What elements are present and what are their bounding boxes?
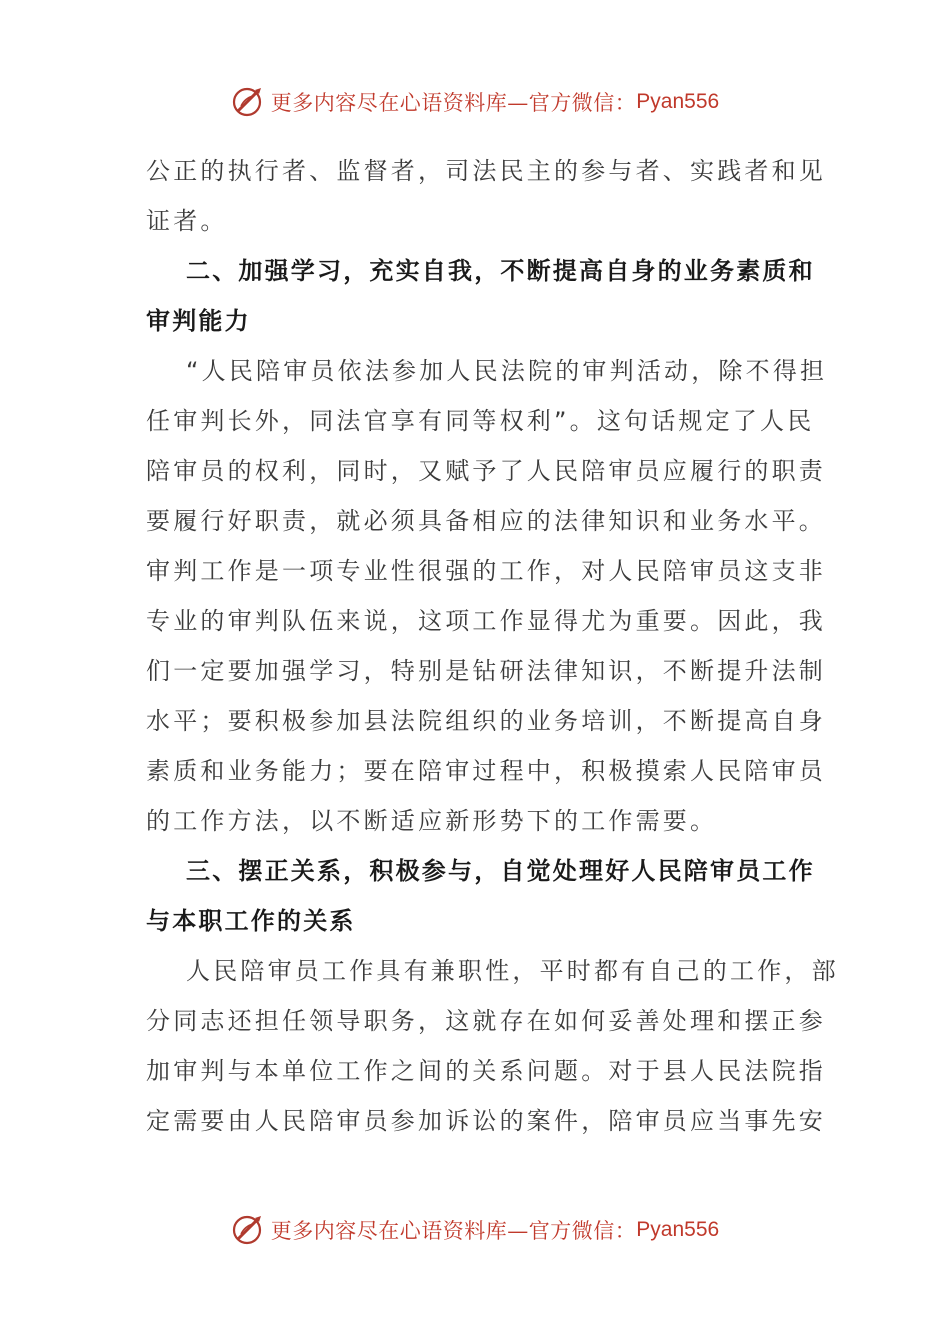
footer-watermark-banner — [0, 1210, 950, 1250]
document-body — [146, 146, 839, 1146]
text-line: 分同志还担任领导职务，这就存在如何妥善处理和摆正参 — [146, 1007, 826, 1035]
text-line: 的工作方法，以不断适应新形势下的工作需要。 — [146, 807, 718, 835]
banner-wechat-id: Pyan556 — [636, 90, 720, 113]
text-line: 证者。 — [146, 207, 228, 235]
banner-text: 更多内容尽在心语资料库—官方微信： — [270, 91, 637, 115]
banner-wechat-id: Pyan556 — [636, 1218, 720, 1241]
text-line: “人民陪审员依法参加人民法院的审判活动，除不得担 — [186, 357, 828, 385]
banner-text: 更多内容尽在心语资料库—官方微信： — [270, 1219, 637, 1243]
text-line: 定需要由人民陪审员参加诉讼的案件，陪审员应当事先安 — [146, 1107, 826, 1135]
heading-line: 与本职工作的关系 — [146, 907, 356, 935]
paragraph-3 — [146, 946, 839, 1146]
text-line: 素质和业务能力；要在陪审过程中，积极摸索人民陪审员 — [146, 757, 826, 785]
text-line: 们一定要加强学习，特别是钻研法律知识，不断提升法制 — [146, 657, 826, 685]
heading-line: 二、加强学习，充实自我，不断提高自身的业务素质和 — [186, 257, 815, 285]
text-line: 人民陪审员工作具有兼职性，平时都有自己的工作，部 — [186, 957, 839, 985]
heading-line: 三、摆正关系，积极参与，自觉处理好人民陪审员工作 — [186, 857, 815, 885]
text-line: 公正的执行者、监督者，司法民主的参与者、实践者和见 — [146, 157, 826, 185]
pen-logo-icon — [231, 84, 267, 120]
pen-logo-icon — [231, 1212, 267, 1248]
header-watermark-banner — [0, 82, 950, 122]
text-line: 水平；要积极参加县法院组织的业务培训，不断提高自身 — [146, 707, 826, 735]
text-line: 任审判长外，同法官享有同等权利”。这句话规定了人民 — [146, 407, 815, 435]
section-heading-3 — [146, 846, 815, 946]
text-line: 陪审员的权利，同时，又赋予了人民陪审员应履行的职责 — [146, 457, 826, 485]
text-line: 加审判与本单位工作之间的关系问题。对于县人民法院指 — [146, 1057, 826, 1085]
paragraph-2 — [146, 346, 828, 846]
text-line: 专业的审判队伍来说，这项工作显得尤为重要。因此，我 — [146, 607, 826, 635]
heading-line: 审判能力 — [146, 307, 251, 335]
section-heading-2 — [146, 246, 815, 346]
text-line: 要履行好职责，就必须具备相应的法律知识和业务水平。 — [146, 507, 826, 535]
text-line: 审判工作是一项专业性很强的工作，对人民陪审员这支非 — [146, 557, 826, 585]
paragraph-1 — [146, 146, 826, 246]
